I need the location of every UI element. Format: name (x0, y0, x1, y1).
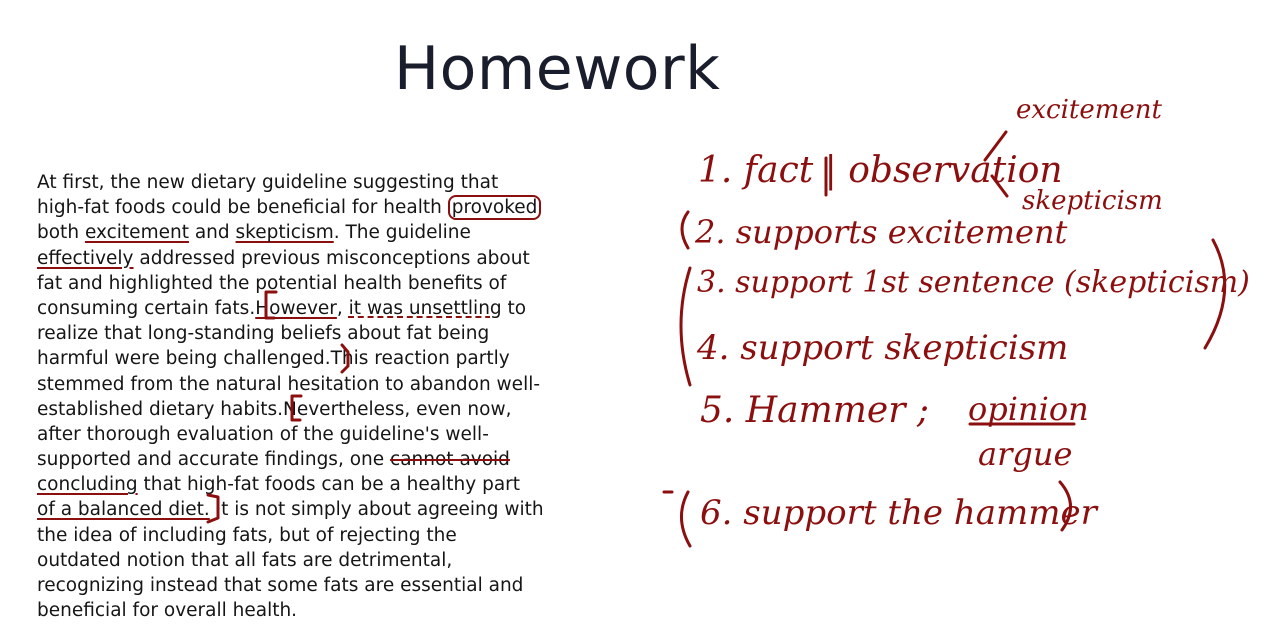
passage-text: , (336, 297, 349, 319)
passage-text: supported and accurate findings, one (37, 449, 391, 471)
passage-line (37, 271, 577, 296)
bracket-left-item6 (681, 492, 690, 546)
note-item-1: 1. fact | observation (698, 150, 1063, 191)
passage-line (37, 397, 577, 422)
underlined-word-however: However (255, 297, 337, 319)
passage-line (37, 246, 577, 271)
passage-text: realize that long-standing beliefs about fat being (37, 323, 490, 345)
passage-line (37, 170, 577, 195)
circled-word-provoked: provoked (448, 195, 542, 220)
homework-passage (37, 170, 577, 623)
underlined-word-excitement: excitement (84, 222, 189, 244)
passage-text: that high-fat foods can be a healthy part (137, 474, 521, 496)
passage-text: both (37, 222, 80, 244)
passage-text: This reaction partly (330, 348, 510, 370)
passage-line (37, 447, 577, 472)
underlined-phrase-unsettling: it was unsettling (348, 297, 502, 319)
passage-line (37, 422, 577, 447)
passage-text: stemmed from the natural hesitation to abandon well- (37, 373, 541, 395)
passage-text: beneficial for overall health. (37, 600, 298, 622)
passage-text: At first, the new dietary guideline suggesting that (37, 172, 499, 193)
passage-line (37, 195, 577, 220)
struck-phrase-cannot-avoid: cannot avoid (390, 449, 510, 471)
passage-text: to (501, 297, 527, 319)
passage-line (37, 321, 577, 346)
note-item-6: 6. support the hammer (700, 493, 1097, 533)
note-branch-excitement: excitement (1016, 95, 1162, 125)
passage-text: after thorough evaluation of the guideline's well- (37, 423, 489, 445)
passage-line (37, 497, 577, 522)
note-item-2: 2. supports excitement (695, 213, 1068, 251)
note-branch-skepticism: skepticism (1022, 186, 1163, 216)
passage-line (37, 346, 577, 371)
passage-text: established dietary habits. (37, 398, 284, 420)
passage-line (37, 598, 577, 623)
passage-line (37, 296, 577, 321)
passage-text: fat and highlighted the potential health benefits of (37, 272, 507, 294)
bracket-left-items3-4 (681, 268, 690, 385)
passage-line (37, 372, 577, 397)
passage-text: the idea of including fats, but of rejecting the (37, 524, 457, 546)
note-item-5: 5. Hammer ; (700, 390, 930, 431)
passage-line (37, 220, 577, 245)
underlined-phrase-balanced-diet: of a balanced diet. (37, 499, 210, 521)
passage-line (37, 548, 577, 573)
passage-text: harmful were being challenged. (37, 348, 331, 370)
passage-line (37, 523, 577, 548)
passage-text: recognizing instead that some fats are essential and (37, 575, 524, 596)
underlined-word-concluding: concluding (37, 474, 138, 496)
passage-text: outdated notion that all fats are detrimental, (37, 549, 453, 571)
passage-text: consuming certain fats. (37, 297, 256, 319)
passage-line (37, 472, 577, 497)
note-item-5-opinion: opinion (968, 390, 1089, 428)
note-item-3: 3. support 1st sentence (skepticism) (697, 265, 1250, 300)
passage-text: addressed previous misconceptions about (139, 247, 530, 269)
passage-text: and (194, 222, 230, 244)
note-item-5-argue: argue (978, 435, 1073, 473)
passage-text: . The guideline (333, 222, 471, 244)
underlined-word-skepticism: skepticism (235, 222, 334, 244)
bracket-left-item2 (682, 212, 688, 248)
passage-text: It is not simply about agreeing with (209, 499, 544, 521)
note-item-4: 4. support skepticism (697, 328, 1069, 368)
passage-line (37, 573, 577, 598)
page-title: Homework (394, 34, 721, 104)
underlined-word-effectively: effectively (37, 247, 134, 269)
passage-text: high-fat foods could be beneficial for health (37, 197, 442, 219)
passage-text: Nevertheless, even now, (283, 398, 512, 420)
